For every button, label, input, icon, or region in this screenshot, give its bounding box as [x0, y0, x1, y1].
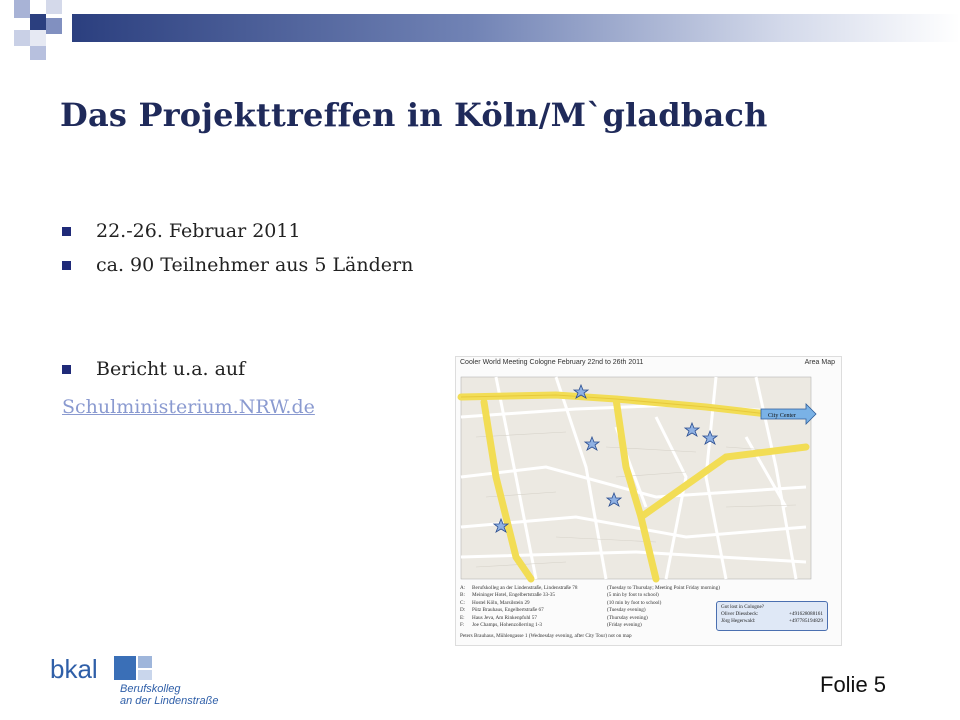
slide-number: Folie 5: [820, 672, 887, 697]
map-title: Cooler World Meeting Cologne February 22nd to 26th 2011: [460, 359, 644, 366]
map-legend: A: Berufskolleg an der Lindenstraße, Lindenstraße 78 (Tuesday to Thursday; Meeting Point Friday morning) B: Meininger Hotel, Engelbertstraße 33-35 (5 min by foot to school) C: Hostel Köln, Marsilstein 29 (10 min by foot to school) D: Pütz Brauhaus, Engelbertstraße 67 (Tuesday evening) E: Haus Jeva, Am Rinkenpfuhl 57 (Thursday evening) F: Joe Champs, Hohenzollerring 1-3 (Friday evening): [460, 585, 720, 629]
bullet-item: [60, 214, 413, 248]
svg-text:Berufskolleg: Berufskolleg: [120, 683, 181, 695]
bullet-item: [60, 352, 245, 386]
map-area-label: Area Map: [804, 359, 835, 366]
bullet-text: Bericht u.a. auf: [96, 358, 246, 380]
square-bullet-icon: [62, 365, 71, 374]
contact-row: Jörg Hegerwald: +497785194829: [721, 617, 823, 624]
bullet-list-top: [60, 214, 413, 282]
square-bullet-icon: [62, 227, 71, 236]
map-footnote: Peters Brauhaus, Mühlengasse 1 (Wednesday evening, after City Tour) not on map: [460, 633, 632, 639]
square-bullet-icon: [62, 261, 71, 270]
svg-text:bkal: bkal: [50, 656, 98, 684]
got-lost-heading: Got lost in Cologne?: [721, 604, 765, 610]
slide-title: Das Projekttreffen in Köln/M`gladbach: [60, 96, 768, 134]
bullet-item: [60, 248, 413, 282]
bullet-text: ca. 90 Teilnehmer aus 5 Ländern: [96, 254, 414, 276]
contact-row: Oliver Diessbeck: +491628088161: [721, 610, 823, 617]
got-lost-box: [716, 601, 828, 631]
bullet-list-bottom: [60, 352, 245, 386]
city-center-label: City Center: [768, 413, 796, 419]
area-map-image: [455, 356, 842, 646]
svg-text:an der Lindenstraße: an der Lindenstraße: [120, 695, 219, 707]
header-gradient-bar: [72, 14, 960, 42]
bkal-logo-graphic: [50, 656, 230, 708]
bullet-text: 22.-26. Februar 2011: [96, 220, 301, 242]
bkal-logo: [50, 656, 230, 712]
schulministerium-link[interactable]: Schulministerium.NRW.de: [62, 396, 315, 418]
